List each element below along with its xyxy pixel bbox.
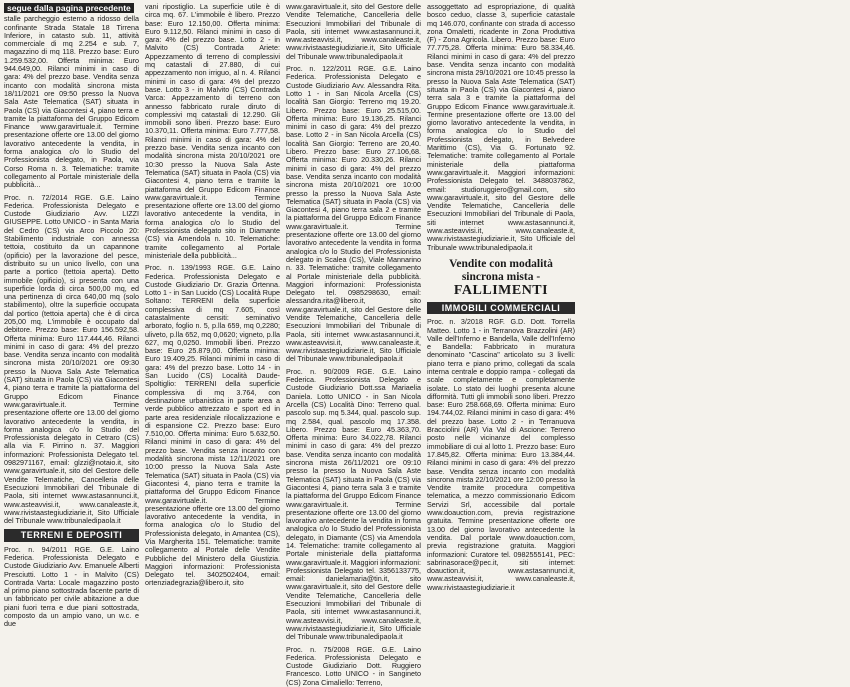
listing-paragraph: Proc. n. 3/2018 RGF. G.D. Dott. Torrella Matteo. Lotto 1 - in Terranova Brazzolini (AR) Valle dell'Inferno e Bandella, Valle dell'Inferno e Bandella: Fabbricato in muratura denominato "Cascina" articolato su 3 livelli: piano terra e piano primo, collegati da scala interna centrale e doppio rampa - collegati da scale completamente e completamente isolate. Lo stato dei luoghi presenta alcune difformità. Tutti gli immobili sono liberi. Prezzo base: Euro 258.668,69. Offerta minima: Euro 194.744,02. Rilanci minimi in caso di gara: 4% del prezzo base. Lotto 2 - in Terranuova Bracciolini (AR) Via Val di Ascione: Terreno posto nelle vicinanze del complesso immobiliare di cui al lotto 1. Prezzo base: Euro 17.845,82. Offerta minima: Euro 13.384,44. Rilanci minimi in caso di gara: 4% del prezzo base. Vendita senza incanto con modalità sincrona mista 22/10/2021 ore 12:00 presso la Vendite tramite procedura competitiva telematica, a mezzo commissionario Edicom Servizi Srl, accessibile dal portale www.doauction.com, previa registrazione gratuita. Termine presentazione offerte ore 13.00 del giorno lavorativo antecedente la vendita. Dal portale www.doauction.com, previa registrazione gratuita. Maggiori informazioni: Curatore tel. 0982555141, PEC: sabrinasorace@pec.it, siti internet: doauction.it, www.astasannunci.it, www.asteavvisi.it, www.canaleaste.it, www.rivistaastegiudiziarie.it — [427, 317, 575, 592]
listing-paragraph: Proc. n. 90/2009 RGE. G.E. Laino Federica. Professionista Delegato e Custode Giudiziario Dott.ssa Mariaelia Daniela. Lotto UNICO - in San Nicola Arcella (CS) Località Dino: Terreno qual. pascolo sup. mq 5.344, qual. pascolo sup. mq 2.584, qual. pascolo mq 17.358. Libero. Prezzo base: Euro 45.363,70. Offerta minima: Euro 34.022,78. Rilanci minimi in caso di gara: 4% del prezzo base. Vendita senza incanto con modalità sincrona mista 26/11/2021 ore 09:10 presso la presso la Nuova Sala Aste Telematica (SAT) situata in Paola (CS) via Giacontesi 4, piano terra sala 3 e tramite la piattaforma del Gruppo Edicom Finance www.garavirtuale.it. Termine presentazione offerte ore 13.00 del giorno lavorativo antecedente la vendita in forma analogica c/o lo Studio del Professionista delegato, in Diamante (CS) via Amendola 14. Telematiche: tramite collegamento al Portale ministeriale della piattaforma www.garavirtuale.it. Maggiori informazioni: Professionista Delegato tel. 3356133775, email: danielamaria@tin.it, sito www.garavirtuale.it, sito del Gestore delle Vendite Telematiche, Cancelleria delle Esecuzioni Immobiliari del Tribunale di Paola, siti internet www.astasannunci.it, www.asteavvisi.it, www.canaleaste.it, www.rivistaastegiudiziarie.it, Sito Ufficiale del Tribunale www.tribunaledipaola.it — [286, 366, 421, 642]
listing-paragraph: Proc. n. 139/1993 RGE. G.E. Laino Federica. Professionista Delegato e Custode Giudiziario Dr. Grazia Ortenna. Lotto 1 - in San Lucido (CS) Località Rupe Soltano: TERRENI della superficie complessiva di mq 7.605, così catastalmente censiti: seminativo arborato, foglio n. 5, p.lla 659, mq 0,2280; uliveto, p.lla 652, mq 0,0620; vigneto, p.lla 627, mq 0,0250. Immobili liberi. Prezzo base: Euro 25.879,00. Offerta minima: Euro 19.409,25. Rilanci minimi in caso di gara: 4% del prezzo base. Lotto 14 - in San Lucido (CS) Località Daude-Spoltiglio: TERRENI della superficie complessiva di mq 3.764, con destinazione urbanistica in parte area a verde pubblico attrezzato e sport ed in parte area residenziale rilocalizzazione e di espansione C2. Prezzo base: Euro 7.510,00. Offerta minima: Euro 5.632,50. Rilanci minimi in caso di gara: 4% del prezzo base. Vendita senza incanto con modalità sincrona mista 12/11/2021 ore 10:00 presso la Nuova Sala Aste Telematica (SAT) situata in Paola (CS) via Giacontesi 4, piano terra e tramite la piattaforma del Gruppo Edicom Finance www.garavirtuale.it. Termine presentazione offerte ore 13.00 del giorno lavorativo antecedente la vendita, in forma analogica c/o lo Studio del Professionista delegato, in Amantea (CS), Via Margherita 151. Telematiche: tramite collegamento al Portale delle Vendite Pubbliche del Ministero della Giustizia. Maggiori informazioni: Professionista Delegato tel. 3402502404, email: ortenziadegrazia@libero.it, sito — [145, 263, 280, 588]
title-big: FALLIMENTI — [453, 282, 549, 298]
listing-paragraph: assoggettato ad espropriazione, di qualità bosco ceduo, classe 3, superficie catastale mq 146.070, confinante con strada di accesso zona Omaletti, ricadente in Zona Produttiva (F) - Zona Agricola. Libero. Prezzo base: Euro 77.775,28. Offerta minima: Euro 58.334,46. Rilanci minimi in caso di gara: 4% del prezzo base. Vendita senza incanto con modalità sincrona mista 29/10/2021 ore 10:45 presso la presso la Nuova Sala Aste Telematica (SAT) situata in Paola (CS) via Giacontesi 4, piano terra sala 3 e tramite la piattaforma del Gruppo Edicom Finance www.garavirtuale.it. Termine presentazione offerte ore 13.00 del giorno lavorativo antecedente la vendita, in forma analogica c/o lo Studio del Professionista delegato, in Belvedere Marittimo (CS), Via G. Fortunato 92. Telematiche: tramite collegamento al Portale ministeriale della piattaforma www.garavirtuale.it. Maggiori informazioni: Professionista Delegato tel. 3488037862, email: studioruggiero@gmail.com, sito www.garavirtuale.it, sito del Gestore delle Vendite Telematiche, Cancelleria delle Esecuzioni Immobiliari del Tribunale di Paola, siti internet www.astasannunci.it, www.asteavvisi.it, www.canaleaste.it, www.rivistaastegiudiziarie.it, Sito Ufficiale del Tribunale www.tribunaledipaola.it — [427, 2, 575, 252]
listing-paragraph: www.garavirtuale.it, sito del Gestore delle Vendite Telematiche, Cancelleria delle Esecuzioni Immobiliari del Tribunale di Paola, siti internet www.astasannunci.it, www.asteavvisi.it, www.canaleaste.it, www.rivistaastegiudiziarie.it, Sito Ufficiale del Tribunale www.tribunaledipaola.it — [286, 2, 421, 61]
column-4 — [427, 2, 575, 592]
column-1 — [4, 3, 139, 629]
column-3 — [286, 2, 421, 687]
section-heading-terreni: TERRENI E DEPOSITI — [4, 529, 139, 541]
title-line-2 — [427, 271, 575, 298]
title-line-1: Vendite con modalità — [449, 257, 553, 270]
listing-paragraph: vani ripostiglio. La superficie utile è di circa mq. 67. L'immobile è libero. Prezzo base: Euro 12.150,00. Offerta minima: Euro 9.112,50. Rilanci minimi in caso di gara: 4% del prezzo base. Lotto 2 - in Malvito (CS) Contrada Ariete: Appezzamento di terreno di complessivi mq catastali di 27.880, di cui appezzamento non irriguo, al n. 4. Rilanci minimi in caso di gara: 4% del prezzo base. Lotto 3 - in Malvito (CS) Contrada Varca: Appezzamento di terreno con annesso fabbricato rurale diruto di complessivi mq catastali di 12.290. Gli immobili sono liberi. Prezzo base: Euro 10.370,11. Offerta minima: Euro 7.777,58. Rilanci minimi in caso di gara: 4% del prezzo base. Vendita senza incanto con modalità sincrona mista 20/10/2021 ore 10:30 presso la Nuova Sala Aste Telematica (SAT) situata in Paola (CS) via Giacontesi 4, piano terra e tramite la piattaforma del Gruppo Edicom Finance www.garavirtuale.it. Termine presentazione offerte ore 13.00 del giorno lavorativo antecedente la vendita, in forma analogica c/o lo Studio del Professionista delegato sito in Diamante (CS) via Amendola n. 10. Telematiche: tramite collegamento al Portale ministeriale della pubblicità... — [145, 2, 280, 260]
listing-paragraph: Proc. n. 94/2011 RGE. G.E. Laino Federica. Professionista Delegato e Custode Giudiziario Avv. Emanuele Alberti Presciutti. Lotto 1 - in Malvito (CS) Contrada Varta: Locale magazzino posto al primo piano sottostrada facente parte di un fabbricato per civile abitazione a due piani fuori terra e due piani sottostrada, composto da un ampio vano, un w.c. e due — [4, 544, 139, 629]
column-2 — [145, 2, 280, 588]
continued-header: segue dalla pagina precedente — [4, 3, 134, 13]
title-line-2-text: sincrona mista - — [461, 270, 541, 283]
newspaper-page — [4, 2, 846, 687]
listing-paragraph: Proc. n. 75/2008 RGE. G.E. Laino Federica. Professionista Delegato e Custode Giudiziario Dott. Ruggiero Francesco. Lotto UNICO - in Sangineto (CS) Zona Cimaliello: Terreno, — [286, 644, 421, 687]
section-title-fallimenti — [427, 258, 575, 298]
section-heading-immobili: IMMOBILI COMMERCIALI — [427, 302, 575, 314]
listing-paragraph: stalle parcheggio esterno a ridosso della confinante Strada Statale 18 Tirrena Inferiore, in catasto sub. 11, attività commerciale di mq 2.254 e sub. 7, magazzino di mq 118. Prezzo base: Euro 1.259.532,00. Offerta minima: Euro 944.649,00. Rilanci minimi in caso di gara: 4% del prezzo base. Vendita senza incanto con modalità sincrona mista 18/11/2021 ore 09:50 presso la Nuova Sala Aste Telematica (SAT) situata in Paola (CS) via Giacontesi 4, piano terra e tramite la piattaforma del Gruppo Edicom Finance www.garavirtuale.it. Termine presentazione offerte ore 13.00 del giorno lavorativo antecedente la vendita, in forma analogica c/o lo Studio del Professionista delegato, in Paola, via Corso Roma n. 3. Telematiche: tramite collegamento al Portale ministeriale della pubblicità... — [4, 14, 139, 190]
listing-paragraph: Proc. n. 72/2014 RGE. G.E. Laino Federica. Professionista Delegato e Custode Giudiziario Avv. LIZZI GIUSEPPE. Lotto UNICO - in Santa Maria del Cedro (CS) via Arco Piccolo 20: Stabilimento industriale con annessa tettoia, costituito da un capannone (opificio) per la lavorazione del pesce, distribuito su un unico livello, con una parte a portico (tettoia aperta). Detto immobile (opificio), si presenta con una superficie lorda di circa 500,00 mq, ed una pertinenza di circa 640,00 mq (solo stabilimento), oltre la superficie occupata dal portico (tettoia aperta) che è di circa 205,00 mq. L'immobile è occupato dal debitore. Prezzo base: Euro 156.592,58. Offerta minima: Euro 117.444,46. Rilanci minimi in caso di gara: 4% del prezzo base. Vendita senza incanto con modalità sincrona mista 20/10/2021 ore 09:30 presso la Nuova Sala Aste Telematica (SAT) situata in Paola (CS) via Giacontesi 4, piano terra e tramite la piattaforma del Gruppo Edicom Finance www.garavirtuale.it. Termine presentazione offerte ore 13.00 del giorno lavorativo antecedente la vendita, in forma analogica c/o lo Studio del Professionista delegato in Cetraro (CS) alla via F. Pirrino n. 37. Maggiori informazioni: Professionista Delegato tel. 0982971167, email: glzzi@notaio.it, sito www.garavirtuale.it, sito del Gestore delle Vendite Telematiche, Cancelleria delle Esecuzioni Immobiliari del Tribunale di Paola, siti internet www.astasannunci.it, www.asteavvisi.it, www.canaleaste.it, www.rivistaastegiudiziarie.it, Sito Ufficiale del Tribunale www.tribunaledipaola.it — [4, 192, 139, 526]
listing-paragraph: Proc. n. 122/2011 RGE. G.E. Laino Federica. Professionista Delegato e Custode Giudiziario Avv. Alessandra Rita. Lotto 1 - in San Nicola Arcella (CS) località San Giorgio: Terreno mq 19.20. Libero. Prezzo base: Euro 25.515,00. Offerta minima: Euro 19.136,25. Rilanci minimi in caso di gara: 4% del prezzo base. Lotto 2 - in San Nicola Arcella (CS) località San Giorgio: Terreno are 20,40. Libero. Prezzo base: Euro 27.106,68. Offerta minima: Euro 20.330,26. Rilanci minimi in caso di gara: 4% del prezzo base. Vendita senza incanto con modalità sincrona mista 20/10/2021 ore 10:00 presso la presso la Nuova Sala Aste Telematica (SAT) situata in Paola (CS) via Giacontesi 4, piano terra sala 2 e tramite la piattaforma del Gruppo Edicom Finance www.garavirtuale.it. Termine presentazione offerte ore 13.00 del giorno lavorativo antecedente la vendita in forma analogica c/o lo Studio del Professionista delegato in Scalea (CS), Viale Mannarino n. 33. Telematiche: tramite collegamento al Portale ministeriale della pubblicità. Maggiori informazioni: Professionista Delegato tel. 0985298630, email: alessandra.rita@libero.it, sito www.garavirtuale.it, sito del Gestore delle Vendite Telematiche, Cancelleria delle Esecuzioni Immobiliari del Tribunale di Paola, siti internet www.astasannunci.it, www.asteavvisi.it, www.canaleaste.it, www.rivistaastegiudiziarie.it, Sito Ufficiale del Tribunale www.tribunaledipaola.it — [286, 64, 421, 364]
